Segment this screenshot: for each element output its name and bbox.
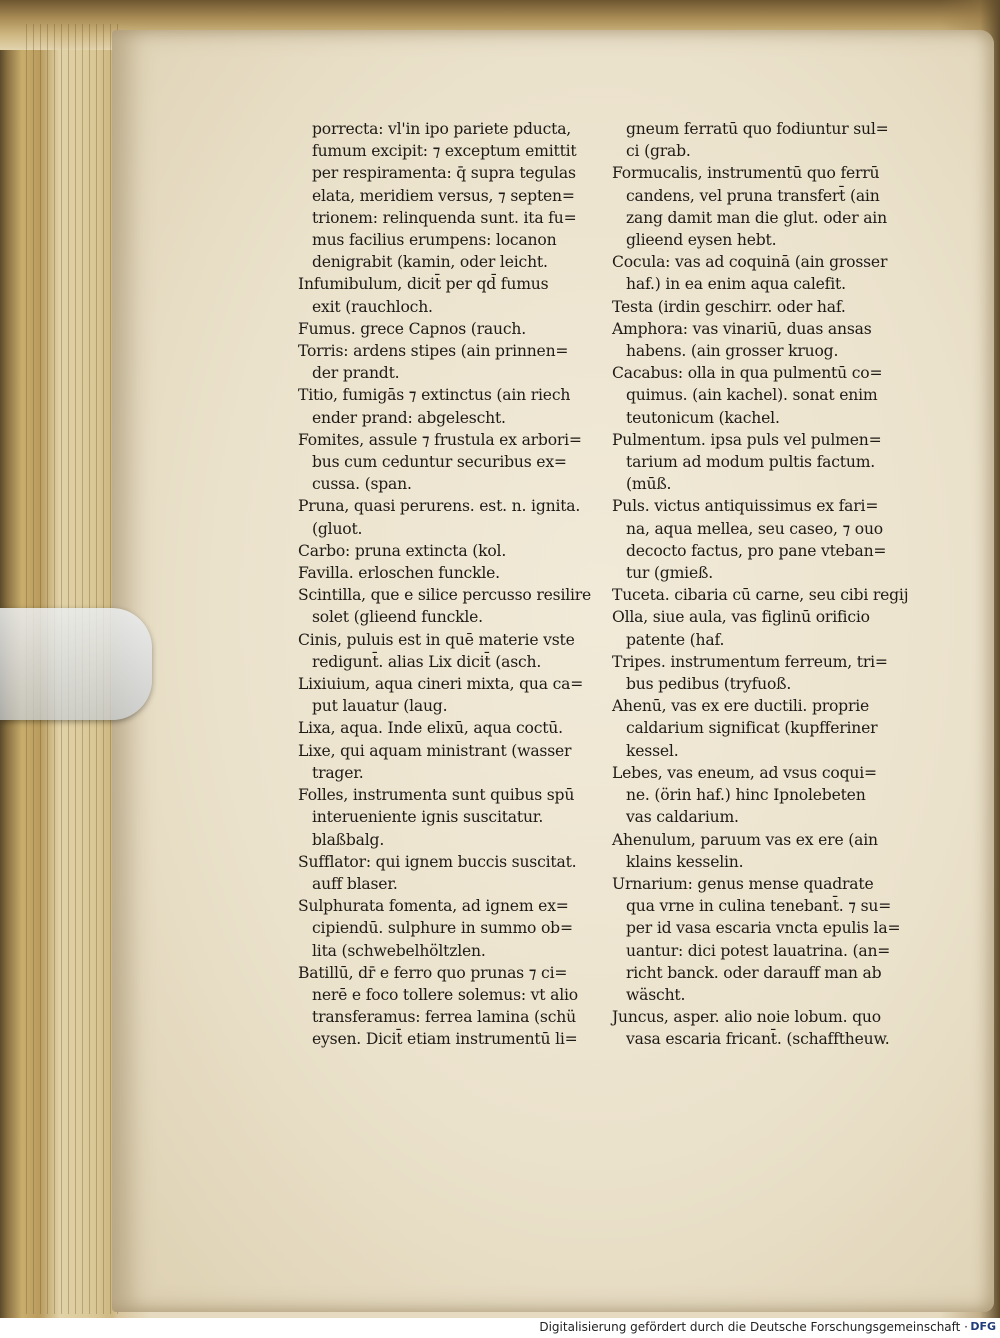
page-clip-tab xyxy=(0,608,152,720)
text-line: tarium ad modum pultis factum. xyxy=(626,453,876,472)
text-line: Scintilla, que e silice percusso resilire xyxy=(298,586,592,605)
text-line: gneum ferratū quo fodiuntur sul= xyxy=(626,120,889,138)
text-line: vasa escaria fricant̄. (schafftheuw. xyxy=(626,1030,890,1049)
text-line: kessel. xyxy=(626,741,679,760)
text-line: Tuceta. cibaria cū carne, seu cibi regij xyxy=(612,586,909,605)
text-line: richt banck. oder darauff man ab xyxy=(626,963,882,982)
text-line: blaßbalg. xyxy=(312,830,385,849)
text-line: ne. (örin haf.) hinc Ipnolebeten xyxy=(626,786,866,805)
text-line: Cinis, puluis est in quē materie vste xyxy=(298,630,575,649)
text-line: klains kesselin. xyxy=(626,852,744,871)
footer-bar xyxy=(0,1318,1000,1338)
funding-credit: Digitalisierung gefördert durch die Deutsche Forschungsgemeinschaft · xyxy=(539,1320,968,1334)
text-line: Formucalis, instrumentū quo ferrū xyxy=(612,164,880,183)
text-line: Tripes. instrumentum ferreum, tri= xyxy=(612,652,888,671)
text-line: uantur: dici potest lauatrina. (an= xyxy=(626,941,891,960)
text-line: Fumus. grece Capnos (rauch. xyxy=(298,319,527,338)
text-line: caldarium significat (kupfferiner xyxy=(626,719,878,738)
text-line: vas caldarium. xyxy=(626,808,739,827)
text-column-right xyxy=(612,118,930,1051)
text-line: (mūß. xyxy=(626,475,672,494)
text-line: lita (schwebelhöltzlen. xyxy=(312,941,486,960)
text-line: bus pedibus (tryfuoß. xyxy=(626,675,792,694)
text-line: bus cum ceduntur securibus ex= xyxy=(312,453,567,472)
text-line: ender prand: abgelescht. xyxy=(312,408,506,427)
text-line: glieend eysen hebt. xyxy=(626,231,777,250)
text-line: interueniente ignis suscitatur. xyxy=(312,808,544,827)
text-line: Urnarium: genus mense quadrate xyxy=(612,874,874,893)
text-line: Sulphurata fomenta, ad ignem ex= xyxy=(298,897,569,916)
text-line: quimus. (ain kachel). sonat enim xyxy=(626,386,878,405)
text-line: trionem: relinquenda sunt. ita fu= xyxy=(312,208,577,227)
text-line: Lixe, qui aquam ministrant (wasser xyxy=(298,741,572,760)
text-line: solet (glieend funckle. xyxy=(312,608,483,627)
text-line: zang damit man die glut. oder ain xyxy=(626,208,887,227)
text-line: der prandt. xyxy=(312,364,400,383)
text-line: auff blaser. xyxy=(312,874,398,893)
text-line: Pruna, quasi perurens. est. n. ignita. xyxy=(298,497,581,516)
text-line: Ahenū, vas ex ere ductili. proprie xyxy=(612,697,870,716)
text-line: Lixa, aqua. Inde elixū, aqua coctū. xyxy=(298,719,563,738)
text-line: Ahenulum, paruum vas ex ere (ain xyxy=(612,830,878,849)
text-line: qua vrne in culina tenebant̄. ⁊ su= xyxy=(626,897,892,916)
text-line: porrecta: vl'in ipo pariete pducta, xyxy=(312,120,572,138)
text-line: Amphora: vas vinariū, duas ansas xyxy=(612,319,872,338)
text-line: fumum excipit: ⁊ exceptum emittit xyxy=(312,142,577,161)
text-line: Folles, instrumenta sunt quibus spū xyxy=(298,786,575,805)
text-line: Infumibulum, dicit̄ per qd̄ fumus xyxy=(298,275,549,294)
text-line: (gluot. xyxy=(312,519,363,538)
text-line: mus facilius erumpens: locanon xyxy=(312,231,557,250)
text-line: Torris: ardens stipes (ain prinnen= xyxy=(298,342,569,361)
text-line: Puls. victus antiquissimus ex fari= xyxy=(612,497,879,516)
text-line: put lauatur (laug. xyxy=(312,697,448,716)
text-line: Carbo: pruna extincta (kol. xyxy=(298,541,507,560)
text-line: wäscht. xyxy=(626,985,686,1004)
text-line: Juncus, asper. alio noie lobum. quo xyxy=(612,1008,881,1027)
text-line: Batillū, dr̄ e ferro quo prunas ⁊ ci= xyxy=(298,963,568,982)
text-line: trager. xyxy=(312,763,364,782)
text-line: Titio, fumigās ⁊ extinctus (ain riech xyxy=(298,386,571,405)
text-line: patente (haf. xyxy=(626,630,725,649)
text-line: ci (grab. xyxy=(626,142,691,161)
text-line: Cacabus: olla in qua pulmentū co= xyxy=(612,364,883,383)
text-line: cussa. (span. xyxy=(312,475,412,494)
text-line: redigunt̄. alias Lix dicit̄ (asch. xyxy=(312,652,542,671)
text-line: Testa (irdin geschirr. oder haf. xyxy=(612,297,846,316)
text-line: candens, vel pruna transfert̄ (ain xyxy=(626,186,880,205)
text-line: nerē e foco tollere solemus: vt alio xyxy=(312,985,578,1004)
text-line: Olla, siue aula, vas figlinū orificio xyxy=(612,608,870,627)
text-line: Lixiuium, aqua cineri mixta, qua ca= xyxy=(298,675,584,694)
text-line: Fomites, assule ⁊ frustula ex arbori= xyxy=(298,430,582,449)
text-line: Favilla. erloschen funckle. xyxy=(298,564,500,583)
text-column-left xyxy=(298,118,598,1051)
text-line: Lebes, vas eneum, ad vsus coqui= xyxy=(612,763,877,782)
text-line: denigrabit (kamin, oder leicht. xyxy=(312,253,548,272)
text-line: haf.) in ea enim aqua calefit. xyxy=(626,275,846,294)
text-line: tur (gmieß. xyxy=(626,564,713,583)
text-line: per respiramenta: q̄ supra tegulas xyxy=(312,164,576,183)
text-line: decocto factus, pro pane vteban= xyxy=(626,541,887,560)
text-line: exit (rauchloch. xyxy=(312,297,433,316)
text-line: cipiendū. sulphure in summo ob= xyxy=(312,919,573,938)
text-line: habens. (ain grosser kruog. xyxy=(626,342,839,361)
dfg-logo: DFG xyxy=(970,1320,996,1333)
text-line: Cocula: vas ad coquinā (ain grosser xyxy=(612,253,888,272)
text-line: na, aqua mellea, seu caseo, ⁊ ouo xyxy=(626,519,883,538)
text-line: Pulmentum. ipsa puls vel pulmen= xyxy=(612,430,882,449)
text-line: teutonicum (kachel. xyxy=(626,408,780,427)
text-line: transferamus: ferrea lamina (schü xyxy=(312,1008,576,1027)
text-line: eysen. Dicit̄ etiam instrumentū li= xyxy=(312,1030,578,1049)
text-line: per id vasa escaria vncta epulis la= xyxy=(626,919,901,938)
text-line: Sufflator: qui ignem buccis suscitat. xyxy=(298,852,577,871)
text-line: elata, meridiem versus, ⁊ septen= xyxy=(312,186,575,205)
